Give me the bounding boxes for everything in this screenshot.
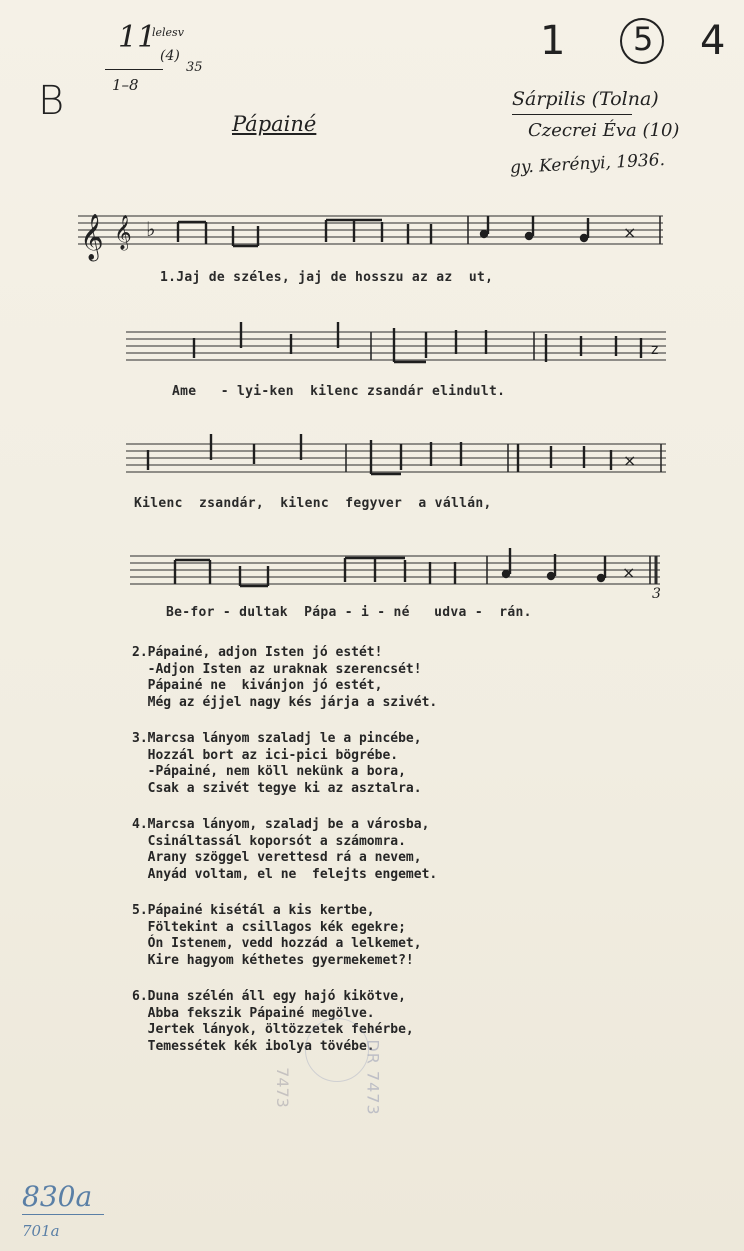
location: Sárpilis (Tolna) (512, 88, 659, 110)
fraction-line (105, 69, 163, 70)
svg-text:♭: ♭ (146, 217, 156, 241)
verse-line: Hozzál bort az ici-pici bögrébe. (132, 747, 399, 763)
top-left-sup: lelesv (152, 26, 184, 39)
top-left-number: 11 (118, 20, 157, 55)
informant: Czecrei Éva (10) (528, 120, 680, 141)
music-staff-2 (126, 328, 671, 368)
verse-line: Föltekint a csillagos kék egekre; (132, 919, 406, 935)
svg-text:z: z (651, 342, 659, 358)
location-underline (512, 114, 632, 115)
svg-text:𝄞: 𝄞 (80, 214, 104, 260)
music-staff-4 (130, 552, 670, 600)
archive-stamp-faded-number: 7473 (272, 1067, 292, 1108)
verse-3 (132, 731, 532, 797)
top-right-number-3: 4 (700, 18, 726, 64)
verse-line: 2.Pápainé, adjon Isten jó estét! (132, 645, 383, 660)
svg-text:3: 3 (652, 586, 661, 602)
archive-stamp-text: DR 7473 (363, 1039, 383, 1116)
verse-line: -Pápainé, nem köll nekünk a bora, (132, 764, 406, 779)
top-right-circled-number (620, 18, 664, 64)
verse-line: Temessétek kék ibolya tövébe. (132, 1038, 375, 1054)
verse-line: Csináltassál koporsót a számomra. (132, 833, 406, 849)
section-letter: B (38, 78, 65, 124)
top-left-range: 1–8 (112, 76, 139, 94)
lyric-line-4: Be-for - dultak Pápa - i - né udva - rán. (166, 605, 532, 620)
top-left-sub: (4) (160, 48, 180, 64)
music-staff-3 (126, 440, 671, 480)
verse-line: 3.Marcsa lányom szaladj le a pincébe, (132, 731, 422, 746)
verse-line: 4.Marcsa lányom, szaladj be a városba, (132, 817, 430, 832)
verse-line: Anyád voltam, el ne felejts engemet. (132, 866, 438, 882)
top-right-number-2: 5 (633, 20, 654, 58)
verse-line: Pápainé ne kivánjon jó estét, (132, 678, 383, 693)
verse-4 (132, 817, 532, 883)
verse-line: 5.Pápainé kisétál a kis kertbe, (132, 903, 375, 918)
archive-number: 830a (22, 1180, 93, 1213)
verses-block (132, 645, 532, 1075)
archive-stamp-circle (305, 1018, 369, 1082)
verse-line: Jertek lányok, öltözzetek fehérbe, (132, 1022, 414, 1037)
verse-line: Még az éjjel nagy kés járja a szivét. (132, 694, 438, 710)
song-title: Pápainé (232, 112, 317, 136)
lyric-line-3: Kilenc zsandár, kilenc fegyver a vállán, (134, 496, 492, 511)
verse-line: -Adjon Isten az uraknak szerencsét! (132, 661, 422, 677)
archive-number-underline (22, 1214, 104, 1215)
verse-line: Abba fekszik Pápainé megölve. (132, 1005, 375, 1021)
sub-number: 701a (22, 1222, 60, 1240)
verse-line: Kire hagyom kéthetes gyermekemet?! (132, 952, 414, 968)
verse-line: Csak a szivét tegye ki az asztalra. (132, 780, 422, 796)
lyric-line-1: 1.Jaj de széles, jaj de hosszu az az ut, (160, 270, 494, 285)
verse-line: Arany szöggel verettesd rá a nevem, (132, 850, 422, 865)
svg-text:×: × (623, 223, 637, 242)
verse-line: Ón Istenem, vedd hozzád a lelkemet, (132, 936, 422, 951)
svg-text:×: × (622, 563, 636, 582)
collector: gy. Kerényi, 1936. (509, 149, 666, 179)
verse-5 (132, 903, 532, 969)
lyric-line-2: Ame - lyi-ken kilenc zsandár elindult. (172, 384, 506, 399)
music-staff-1 (78, 212, 668, 260)
top-right-number-1: 1 (540, 18, 566, 64)
svg-text:×: × (623, 451, 637, 470)
top-left-sub2: 35 (186, 60, 203, 75)
verse-line: 6.Duna szélén áll egy hajó kikötve, (132, 989, 406, 1004)
svg-text:𝄞: 𝄞 (114, 215, 132, 250)
verse-2 (132, 645, 532, 711)
